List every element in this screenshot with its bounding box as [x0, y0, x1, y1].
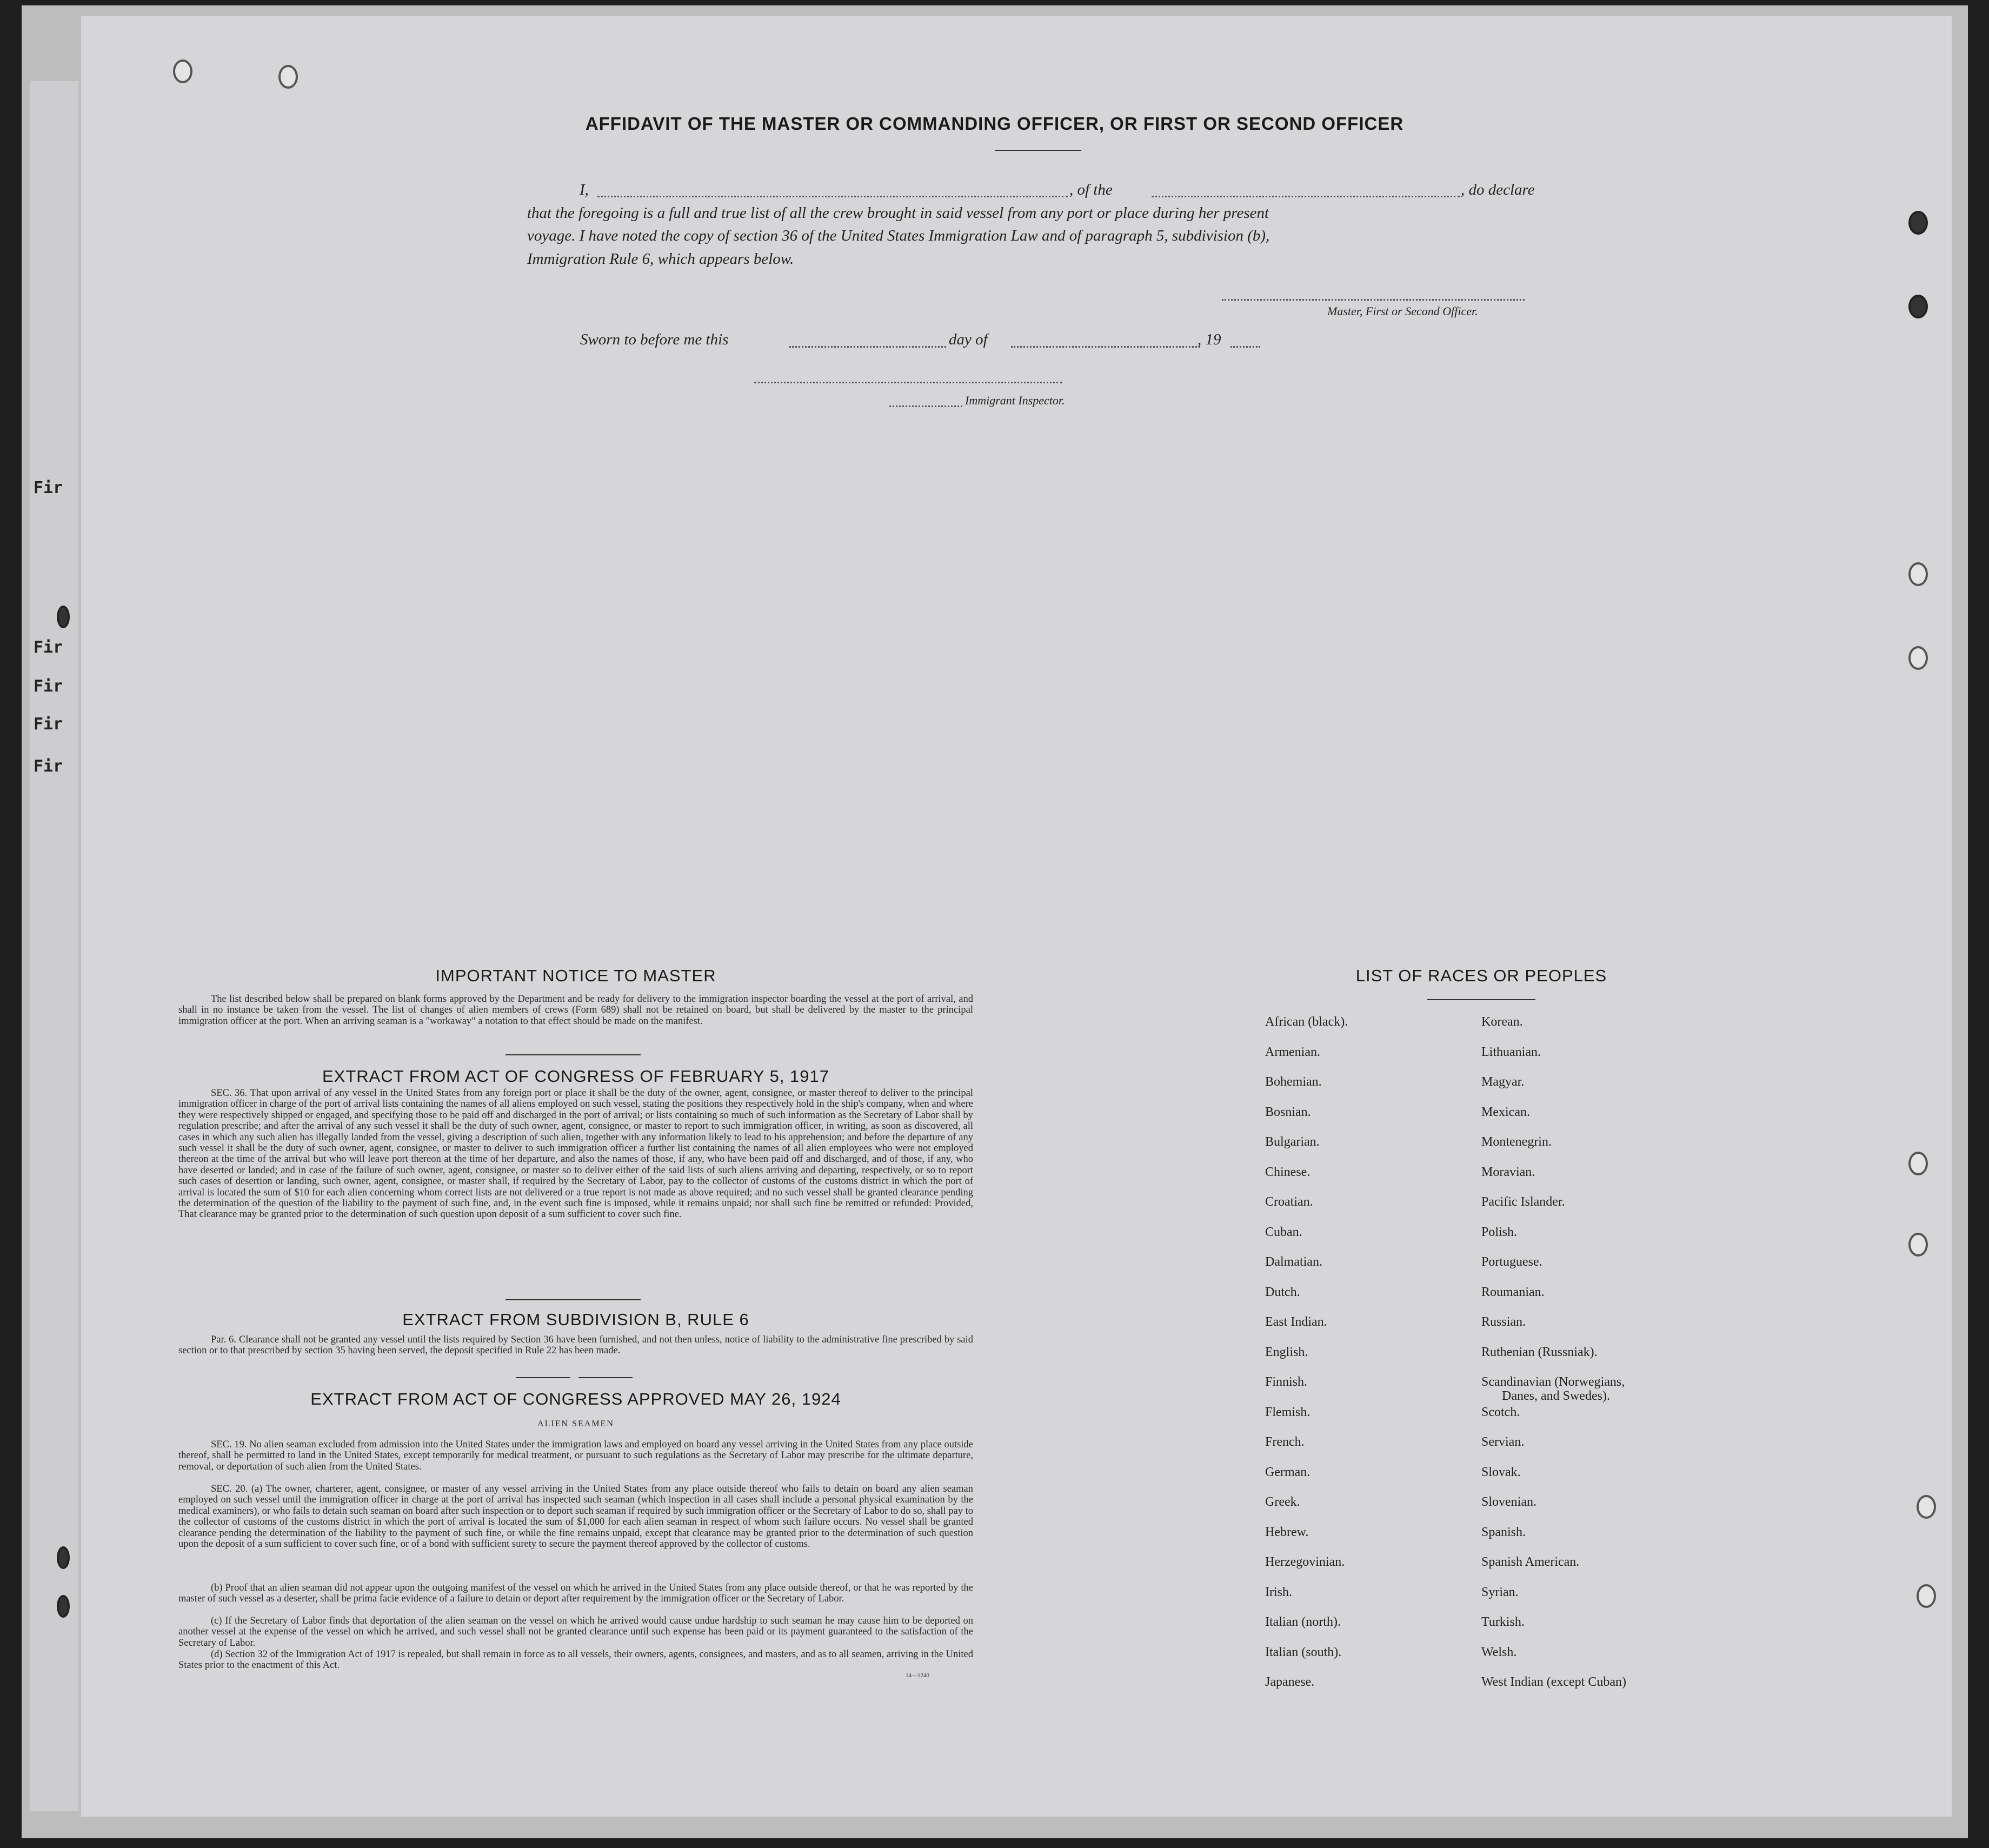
- races-title: LIST OF RACES OR PEOPLES: [1355, 966, 1607, 985]
- race-item-continuation: Danes, and Swedes).: [1502, 1389, 1610, 1403]
- binder-hole: [57, 1595, 70, 1618]
- race-item: West Indian (except Cuban): [1481, 1675, 1626, 1689]
- race-item: Italian (north).: [1265, 1615, 1341, 1629]
- race-item: Slovenian.: [1481, 1495, 1536, 1509]
- race-item: French.: [1265, 1435, 1305, 1449]
- race-item: Welsh.: [1481, 1645, 1517, 1659]
- inspector-label: Immigrant Inspector.: [965, 394, 1065, 407]
- race-item: Russian.: [1481, 1315, 1526, 1329]
- extract-rule6-title: EXTRACT FROM SUBDIVISION B, RULE 6: [402, 1310, 749, 1329]
- race-item: Montenegrin.: [1481, 1135, 1552, 1149]
- sec20c-text: (c) If the Secretary of Labor finds that deportation of the alien seaman on the vessel on which he arrived would cause undue hardship to such seaman he may cause him to be deported on another vessel at the expense of the vessel on which he arrived, and such vessel shall not be granted clearance until such expense has been paid or its payment guaranteed to the satisfaction of the Secretary of Labor.: [178, 1616, 973, 1648]
- name-blank: [597, 196, 1068, 197]
- races-rule: [1427, 999, 1535, 1000]
- title-rule: [995, 150, 1081, 151]
- sec20b-text: (b) Proof that an alien seaman did not appear upon the outgoing manifest of the vessel on which he arrived in the United States from any place outside thereof, or that he was reported by the master of such vessel as a deserter, shall be prima facie evidence of a failure to detain or deport after requirement by the immigration officer or the Secretary of Labor.: [178, 1583, 973, 1605]
- race-item: African (black).: [1265, 1015, 1348, 1029]
- alien-seamen-subtitle: ALIEN SEAMEN: [537, 1419, 614, 1428]
- binder-hole: [278, 65, 298, 89]
- race-item: Syrian.: [1481, 1585, 1519, 1599]
- race-item: Herzegovinian.: [1265, 1555, 1345, 1569]
- sworn-month-blank: [1011, 346, 1200, 348]
- binder-hole: [1908, 211, 1928, 235]
- race-item: East Indian.: [1265, 1315, 1327, 1329]
- race-item: Dutch.: [1265, 1285, 1300, 1299]
- section-rule: [505, 1054, 641, 1055]
- race-item: Greek.: [1265, 1495, 1300, 1509]
- race-item: English.: [1265, 1345, 1308, 1359]
- race-item: Bulgarian.: [1265, 1135, 1320, 1149]
- inspector-signature-line: [754, 382, 1062, 383]
- affidavit-title: AFFIDAVIT OF THE MASTER OR COMMANDING OFFICER, OR FIRST OR SECOND OFFICER: [585, 114, 1404, 134]
- form-number: 14—1240: [906, 1672, 929, 1679]
- strip-label: Fir: [34, 757, 63, 776]
- binder-hole: [1917, 1584, 1936, 1608]
- binder-hole: [1908, 1152, 1928, 1175]
- race-item: Magyar.: [1481, 1075, 1525, 1089]
- binder-hole: [57, 1546, 70, 1569]
- master-signature-label: Master, First or Second Officer.: [1327, 304, 1478, 318]
- affidavit-line: that the foregoing is a full and true list of all the crew brought in said vessel from any port or place during her present: [527, 204, 1269, 222]
- race-item: Mexican.: [1481, 1105, 1530, 1119]
- section-rule: [516, 1377, 570, 1378]
- sec20a-text: SEC. 20. (a) The owner, charterer, agent, consignee, or master of any vessel arriving in the United States from any place outside thereof who fails to detain on board any alien seaman employed on such vessel until the immigration officer in charge at the port of arrival has inspected such seaman (which inspection in all cases shall include a personal physical examination by the medical examiners), or who fails to detain such seaman on board after such inspection or to deport such seaman if required by such immigration officer or the Secretary of Labor to do so, shall pay to the collector of customs of the customs district in which the port of arrival is located the sum of $1,000 for each alien seaman in respect of whom such failure occurs. No vessel shall be granted clearance pending the determination of the liability to the payment of such fine, or while the fine remains unpaid, except that clearance may be granted prior to the determination of such question upon the deposit of a sum sufficient to cover such fine, or of a bond with sufficient surety to secure the payment thereof approved by the collector of customs.: [178, 1484, 973, 1550]
- sworn-day-blank: [789, 346, 946, 348]
- race-item: Spanish.: [1481, 1525, 1526, 1539]
- extract-rule6-text: Par. 6. Clearance shall not be granted any vessel until the lists required by Section 36 have been furnished, and not then unless, notice of liability to the administrative fine prescribed by said section or to that prescribed by section 35 having been served, the deposit specified in Rule 22 has been made.: [178, 1334, 973, 1357]
- binder-hole: [1908, 295, 1928, 318]
- affidavit-line: Immigration Rule 6, which appears below.: [527, 250, 794, 268]
- sworn-year-blank: [1230, 346, 1260, 348]
- race-item: Roumanian.: [1481, 1285, 1545, 1299]
- sec20d-text: (d) Section 32 of the Immigration Act of 1917 is repealed, but shall remain in force as to all vessels, their owners, agents, consignees, and masters, and as to all seamen, arriving in the United States prior to the enactment of this Act.: [178, 1649, 973, 1671]
- race-item: Cuban.: [1265, 1225, 1302, 1239]
- race-item: German.: [1265, 1465, 1311, 1479]
- race-item: Finnish.: [1265, 1375, 1308, 1389]
- race-item: Pacific Islander.: [1481, 1195, 1565, 1209]
- race-item: Hebrew.: [1265, 1525, 1309, 1539]
- race-item: Scotch.: [1481, 1405, 1520, 1419]
- race-item: Irish.: [1265, 1585, 1292, 1599]
- race-item: Polish.: [1481, 1225, 1518, 1239]
- race-item: Bohemian.: [1265, 1075, 1322, 1089]
- binder-hole: [57, 606, 70, 628]
- race-item: Portuguese.: [1481, 1255, 1542, 1269]
- binder-hole: [1908, 646, 1928, 670]
- strip-label: Fir: [34, 478, 63, 497]
- extract-1917-text: SEC. 36. That upon arrival of any vessel in the United States from any foreign port or place it shall be the duty of the owner, agent, consignee, or master thereof to deliver to the principal immigration officer in charge of the port of arrival lists containing the names of all aliens employed on such vessel, stating the positions they respectively hold in the ship's company, when and where they were respectively shipped or engaged, and specifying those to be paid off and discharged in the port of arrival; or lists containing so much of such information as the Secretary of Labor shall by regulation prescribe; and after the arrival of any such vessel it shall be the duty of such owner, agent, consignee, or master to report to such immigration officer, in writing, as soon as discovered, all cases in which any such alien has illegally landed from the vessel, giving a description of such alien, together with any information likely to lead to his apprehension; and before the departure of any such vessel it shall be the duty of such owner, agent, consignee, or master to deliver to such immigration officer a further list containing the names of all alien employees who were not employed thereon at the time of the arrival but who will leave port thereon at the time of her departure, and also the names of those, if any, who have been paid off and discharged, and of those, if any, who have deserted or landed; and in case of the failure of such owner, agent, consignee, or master so to deliver either of the said lists of such aliens arriving and departing, respectively, or so to report such cases of desertion or landing, such owner, agent, consignee, or master shall, if required by the Secretary of Labor, pay to the collector of customs of the customs district in which the port of arrival is located the sum of $10 for each alien concerning whom correct lists are not delivered or a true report is not made as above required; and no such vessel shall be granted clearance pending the determination of the question of the liability to the payment of such fine, and, in the event such fine is imposed, while it remains unpaid; nor shall such fine be remitted or refunded: Provided, That clearance may be granted prior to the determination of such question upon deposit of a sum sufficient to cover such fine.: [178, 1088, 973, 1220]
- strip-label: Fir: [34, 677, 63, 696]
- extract-1917-title: EXTRACT FROM ACT OF CONGRESS OF FEBRUARY 5, 1917: [322, 1067, 830, 1086]
- race-item: Chinese.: [1265, 1165, 1311, 1179]
- race-item: Ruthenian (Russniak).: [1481, 1345, 1598, 1359]
- race-item: Korean.: [1481, 1015, 1523, 1029]
- race-item: Lithuanian.: [1481, 1045, 1541, 1059]
- binder-hole: [1908, 1233, 1928, 1257]
- race-item: Spanish American.: [1481, 1555, 1580, 1569]
- race-item: Slovak.: [1481, 1465, 1521, 1479]
- race-item: Moravian.: [1481, 1165, 1535, 1179]
- race-item: Dalmatian.: [1265, 1255, 1322, 1269]
- affidavit-declare: , do declare: [1461, 181, 1535, 198]
- sworn-year: , 19: [1198, 331, 1221, 348]
- section-rule: [505, 1299, 641, 1300]
- affidavit-of-the: , of the: [1069, 181, 1113, 198]
- affidavit-line: voyage. I have noted the copy of section 36 of the United States Immigration Law and of paragraph 5, subdivision (b),: [527, 227, 1270, 244]
- section-rule: [578, 1377, 633, 1378]
- master-signature-line: [1222, 299, 1525, 301]
- binder-hole: [1908, 562, 1928, 586]
- race-item: Turkish.: [1481, 1615, 1525, 1629]
- race-item: Italian (south).: [1265, 1645, 1342, 1659]
- sworn-text: Sworn to before me this: [580, 331, 729, 348]
- race-item: Scandinavian (Norwegians,: [1481, 1375, 1625, 1389]
- strip-label: Fir: [34, 715, 63, 734]
- race-item: Servian.: [1481, 1435, 1525, 1449]
- vessel-blank: [1152, 196, 1460, 197]
- affidavit-i: I,: [580, 181, 589, 198]
- inspector-dots: [889, 406, 962, 407]
- race-item: Bosnian.: [1265, 1105, 1311, 1119]
- strip-label: Fir: [34, 638, 63, 657]
- race-item: Japanese.: [1265, 1675, 1315, 1689]
- sworn-day-of: day of: [949, 331, 988, 348]
- race-item: Flemish.: [1265, 1405, 1311, 1419]
- binder-hole: [173, 59, 192, 83]
- race-item: Croatian.: [1265, 1195, 1313, 1209]
- notice-text: The list described below shall be prepared on blank forms approved by the Department and be ready for delivery to the immigration inspector boarding the vessel at the port of arrival, and shall in no instance be taken from the vessel. The list of changes of alien members of crews (Form 689) shall not be retained on board, but shall be delivered by the master to the principal immigration officer at the port. When an arriving seaman is a "workaway" a notation to that effect should be made on the manifest.: [178, 994, 973, 1027]
- binder-hole: [1917, 1495, 1936, 1519]
- extract-1924-title: EXTRACT FROM ACT OF CONGRESS APPROVED MAY 26, 1924: [310, 1390, 841, 1408]
- underlying-page-strip: [30, 81, 78, 1811]
- sec19-text: SEC. 19. No alien seaman excluded from admission into the United States under the immigration laws and employed on board any vessel arriving in the United States from any place outside thereof, shall be permitted to land in the United States, except temporarily for medical treatment, or pursuant to such regulations as the Secretary of Labor may prescribe for the ultimate departure, removal, or deportation of such alien from the United States.: [178, 1439, 973, 1472]
- notice-title: IMPORTANT NOTICE TO MASTER: [435, 966, 716, 985]
- race-item: Armenian.: [1265, 1045, 1320, 1059]
